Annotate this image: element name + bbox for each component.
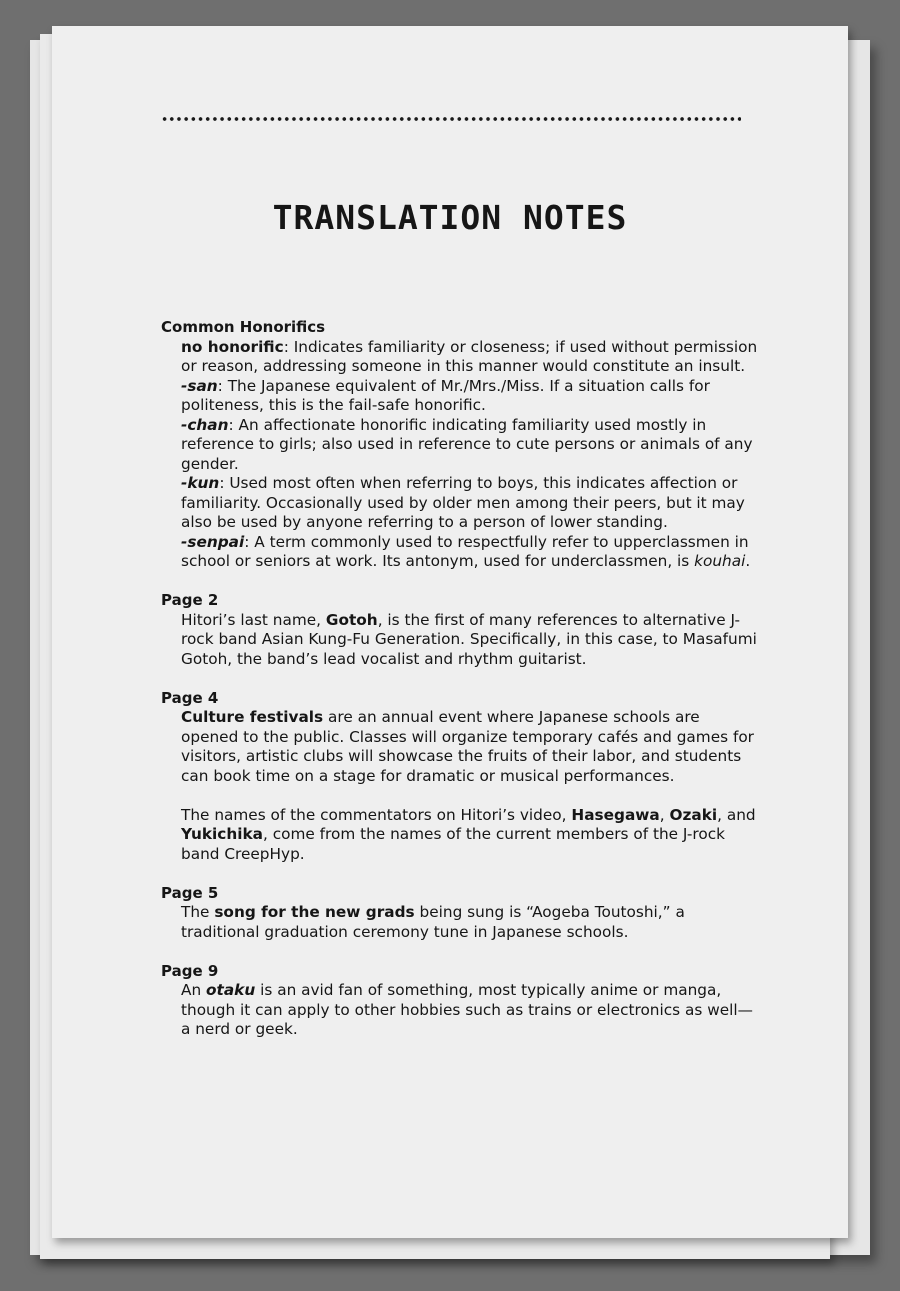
honorific-definition: : The Japanese equivalent of Mr./Mrs./Miss. If a situation calls for politeness, this is the fail-safe honorific. [181, 376, 710, 414]
honorific-term: -chan [181, 415, 229, 434]
note-text: Hitori’s last name, [181, 610, 326, 629]
honorific-antonym: kouhai [694, 552, 746, 570]
honorific-term: -kun [181, 474, 220, 492]
section-heading: Page 9 [161, 961, 219, 980]
note-paragraph [181, 903, 761, 942]
honorific-entry [181, 533, 761, 572]
note-text: , and [717, 805, 756, 824]
honorific-entry [181, 416, 761, 475]
note-text: being sung is “Aogeba Toutoshi,” a traditional graduation ceremony tune in Japanese schools. [181, 903, 685, 941]
note-text: , come from the names of the current members of the J-rock band CreepHyp. [181, 825, 725, 863]
section-heading: Page 4 [161, 688, 219, 707]
note-text: The names of the commentators on Hitori’s video, [181, 805, 572, 824]
honorific-term: -san [181, 376, 218, 395]
section-honorifics [161, 318, 761, 572]
honorific-entry [181, 377, 761, 416]
note-text: are an annual event where Japanese schools are opened to the public. Classes will organize temporary cafés and games for visitors, artistic clubs will showcase the fruits of their labor, and students can book time on a stage for dramatic or musical performances. [181, 708, 754, 785]
honorific-entry [181, 474, 761, 533]
note-paragraph [181, 981, 761, 1040]
note-text: The [181, 903, 215, 921]
honorific-definition: : Indicates familiarity or closeness; if used without permission or reason, addressing someone in this manner would constitute an insult. [181, 337, 758, 375]
honorific-definition: : An affectionate honorific indicating familiarity used mostly in reference to girls; also used in reference to cute persons or animals of any gender. [181, 415, 753, 473]
note-text: An [181, 981, 207, 999]
section-body [161, 708, 761, 864]
note-paragraph [181, 806, 761, 865]
section-body [161, 981, 761, 1040]
note-text: , [659, 805, 670, 824]
section-heading: Common Honorifics [161, 318, 326, 336]
page-title: TRANSLATION NOTES [272, 198, 628, 237]
honorific-definition: : A term commonly used to respectfully refer to upperclassmen in school or seniors at work. Its antonym, used for underclassmen, is [181, 532, 749, 570]
note-paragraph [181, 611, 761, 670]
document-page [52, 26, 848, 1238]
section-body [161, 903, 761, 942]
note-term: Culture festivals [181, 708, 324, 726]
note-term: song for the new grads [214, 903, 415, 921]
note-term: Hasegawa [571, 805, 660, 824]
dotted-divider [161, 116, 741, 122]
note-text: , is the first of many references to alternative J-rock band Asian Kung-Fu Generation. Specifically, in this case, to Masafumi Gotoh, the band’s lead vocalist and rhythm guitarist. [181, 610, 757, 668]
period: . [745, 552, 751, 570]
section-heading: Page 5 [161, 883, 219, 902]
section-body [161, 338, 761, 572]
note-term: Ozaki [669, 805, 718, 824]
notes-content [161, 318, 761, 1059]
note-term: Gotoh [325, 610, 378, 629]
honorific-entry [181, 338, 761, 377]
section-page-9 [161, 962, 761, 1040]
note-term: otaku [206, 981, 256, 999]
note-text: is an avid fan of something, most typically anime or manga, though it can apply to other hobbies such as trains or electronics as well—a nerd or geek. [181, 981, 753, 1038]
note-paragraph [181, 708, 761, 786]
section-page-4 [161, 689, 761, 865]
note-term: Yukichika [181, 825, 263, 843]
honorific-definition: : Used most often when referring to boys, this indicates affection or familiarity. Occasionally used by older men among their peers, but it may also be used by anyone referring to a person of lower standing. [181, 474, 745, 531]
section-body [161, 611, 761, 670]
section-page-2 [161, 591, 761, 669]
honorific-term: no honorific [181, 337, 284, 356]
section-heading: Page 2 [161, 591, 219, 609]
honorific-term: -senpai [181, 532, 245, 551]
section-page-5 [161, 884, 761, 943]
